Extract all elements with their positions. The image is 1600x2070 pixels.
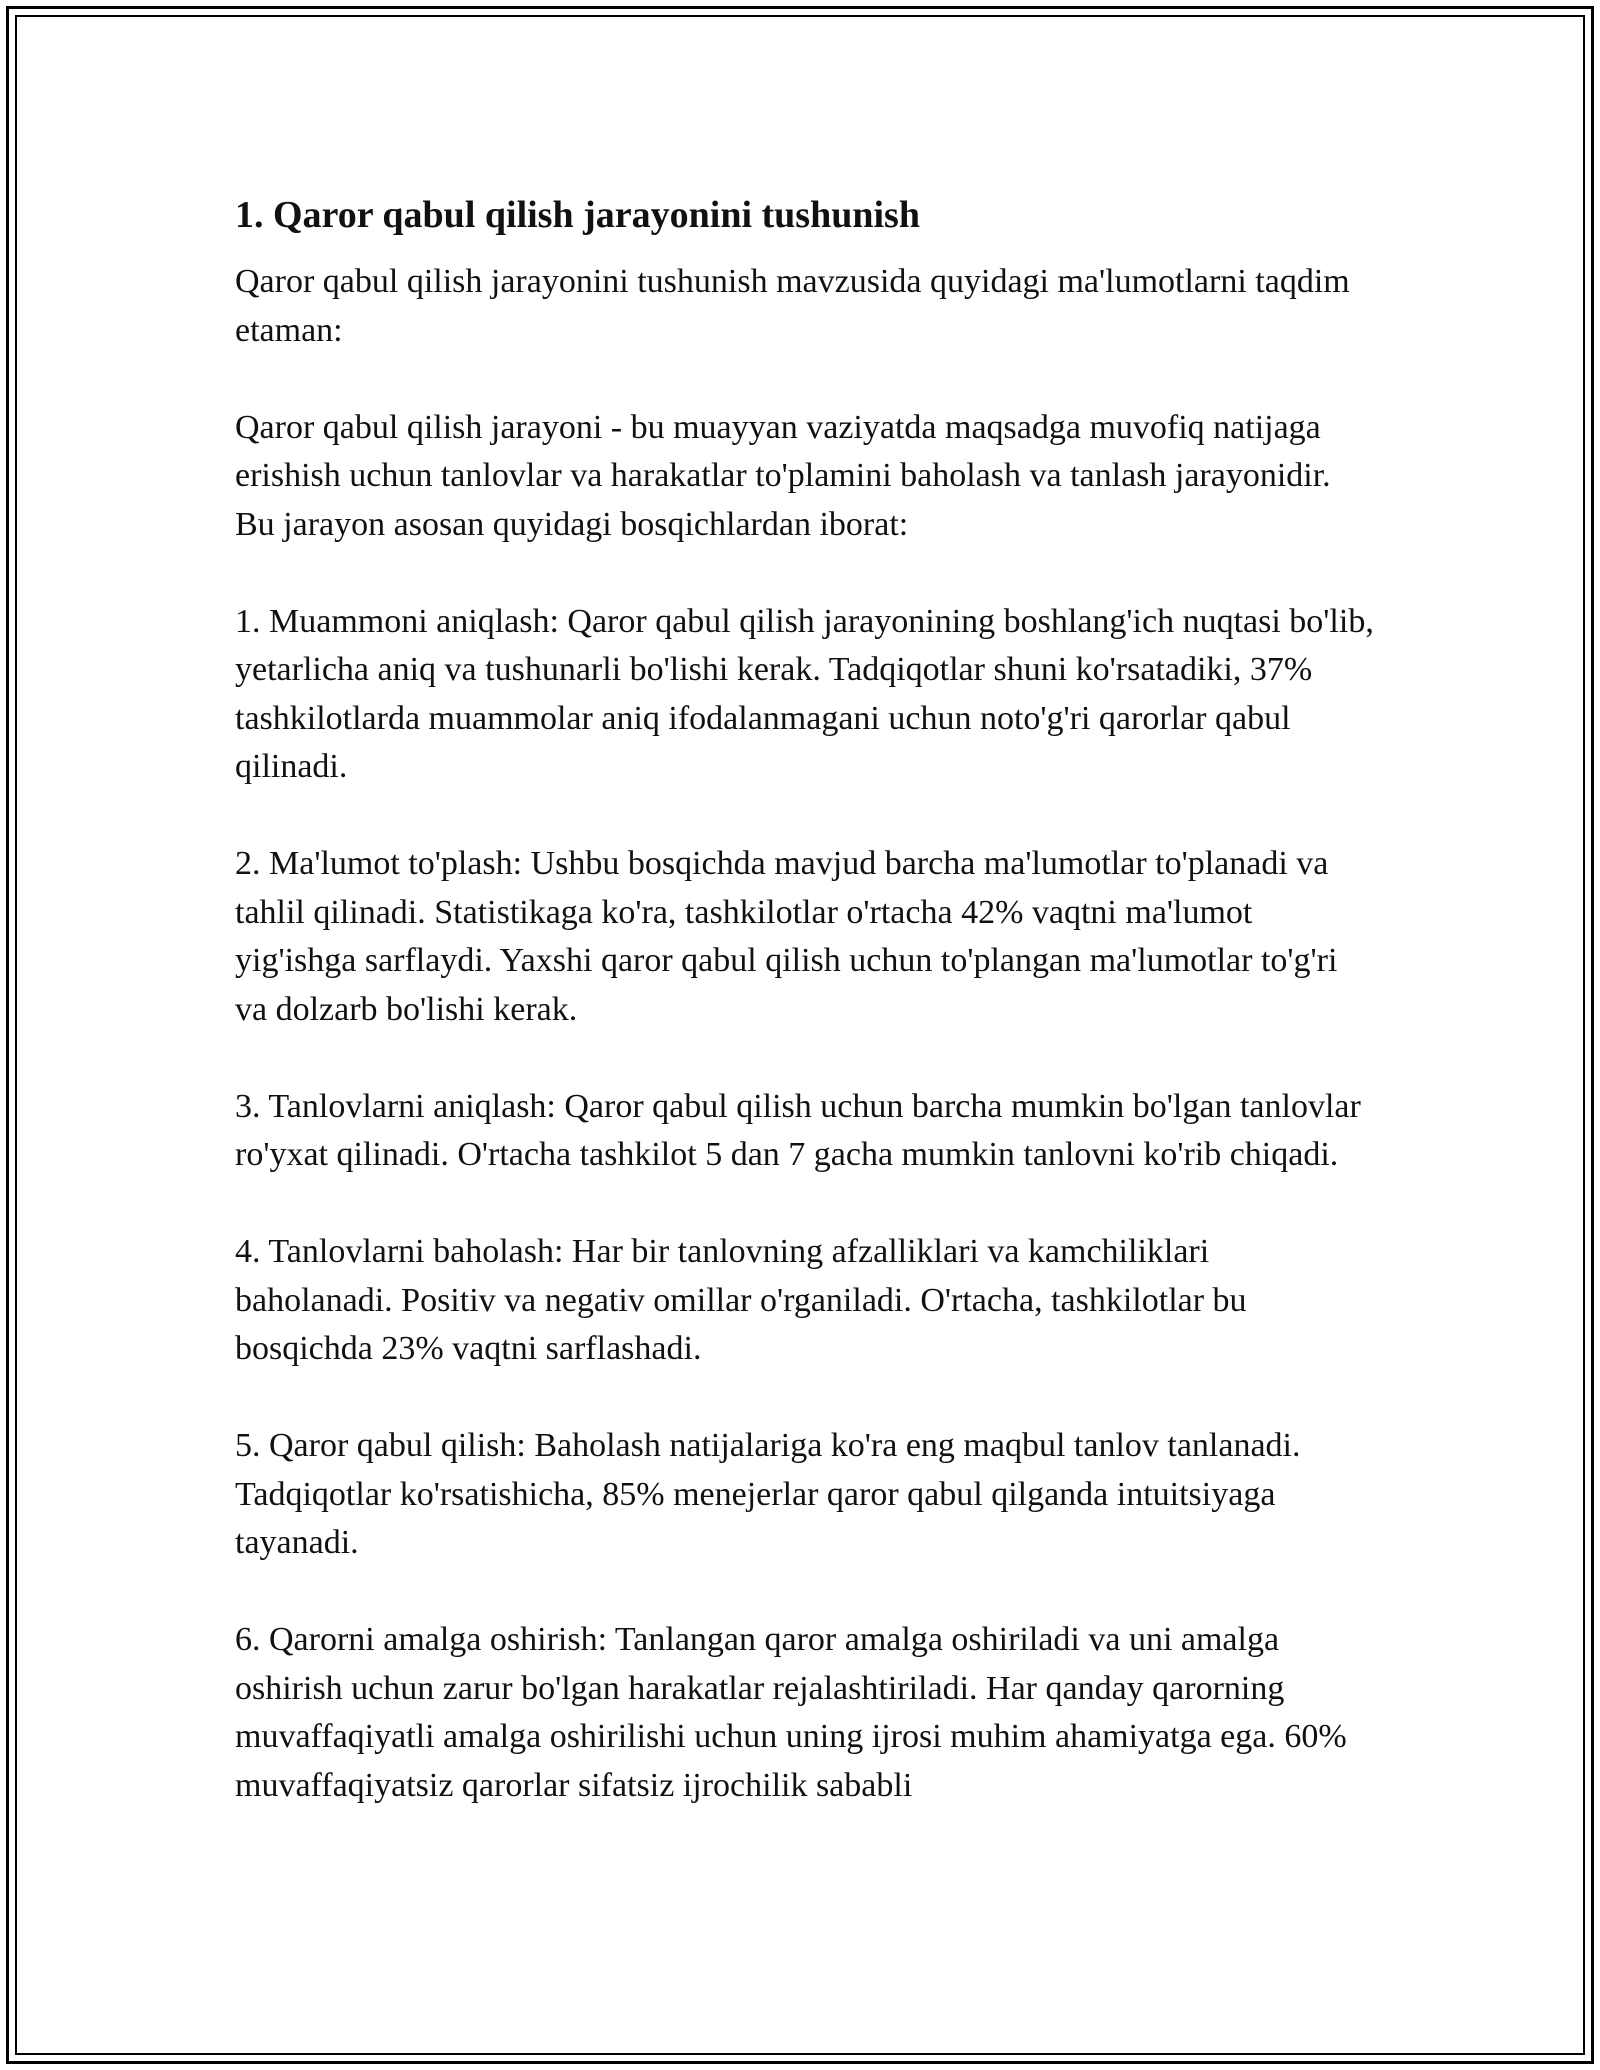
paragraph-step-2: 2. Ma'lumot to'plash: Ushbu bosqichda mavjud barcha ma'lumotlar to'planadi va tahlil qilinadi. Statistikaga ko'ra, tashkilotlar o'rtacha 42% vaqtni ma'lumot yig'ishga sarflaydi. Yaxshi qaror qabul qilish uchun to'plangan ma'lumotlar to'g'ri va dolzarb bo'lishi kerak. <box>235 845 1338 1028</box>
paragraph-step-6: 6. Qarorni amalga oshirish: Tanlangan qaror amalga oshiriladi va uni amalga oshirish uchun zarur bo'lgan harakatlar rejalashtiriladi. Har qanday qarorning muvaffaqiyatli amalga oshirilishi uchun uning ijrosi muhim ahamiyatga ega. 60% muvaffaqiyatsiz qarorlar sifatsiz ijrochilik sababli <box>235 1621 1347 1804</box>
section-heading: 1. Qaror qabul qilish jarayonini tushunish <box>235 194 920 236</box>
paragraph-step-5: 5. Qaror qabul qilish: Baholash natijalariga ko'ra eng maqbul tanlov tanlanadi. Tadqiqotlar ko'rsatishicha, 85% menejerlar qaror qabul qilganda intuitsiyaga tayanadi. <box>235 1427 1301 1561</box>
document-body <box>235 182 1375 1859</box>
paragraph-step-3: 3. Tanlovlarni aniqlash: Qaror qabul qilish uchun barcha mumkin bo'lgan tanlovlar ro'yxat qilinadi. O'rtacha tashkilot 5 dan 7 gacha mumkin tanlovni ko'rib chiqadi. <box>235 1087 1361 1173</box>
paragraph-step-1: 1. Muammoni aniqlash: Qaror qabul qilish jarayonining boshlang'ich nuqtasi bo'lib, yetarlicha aniq va tushunarli bo'lishi kerak. Tadqiqotlar shuni ko'rsatadiki, 37% tashkilotlarda muammolar aniq ifodalanmagani uchun noto'g'ri qarorlar qabul qilinadi. <box>235 602 1374 785</box>
paragraph-definition: Qaror qabul qilish jarayoni - bu muayyan vaziyatda maqsadga muvofiq natijaga erishish uchun tanlovlar va harakatlar to'plamini baholash va tanlash jarayonidir. Bu jarayon asosan quyidagi bosqichlardan iborat: <box>235 408 1331 543</box>
paragraph-intro: Qaror qabul qilish jarayonini tushunish mavzusida quyidagi ma'lumotlarni taqdim etaman: <box>235 263 1350 349</box>
paragraph-step-4: 4. Tanlovlarni baholash: Har bir tanlovning afzalliklari va kamchiliklari baholanadi. Positiv va negativ omillar o'rganiladi. O'rtacha, tashkilotlar bu bosqichda 23% vaqtni sarflashadi. <box>235 1233 1247 1367</box>
